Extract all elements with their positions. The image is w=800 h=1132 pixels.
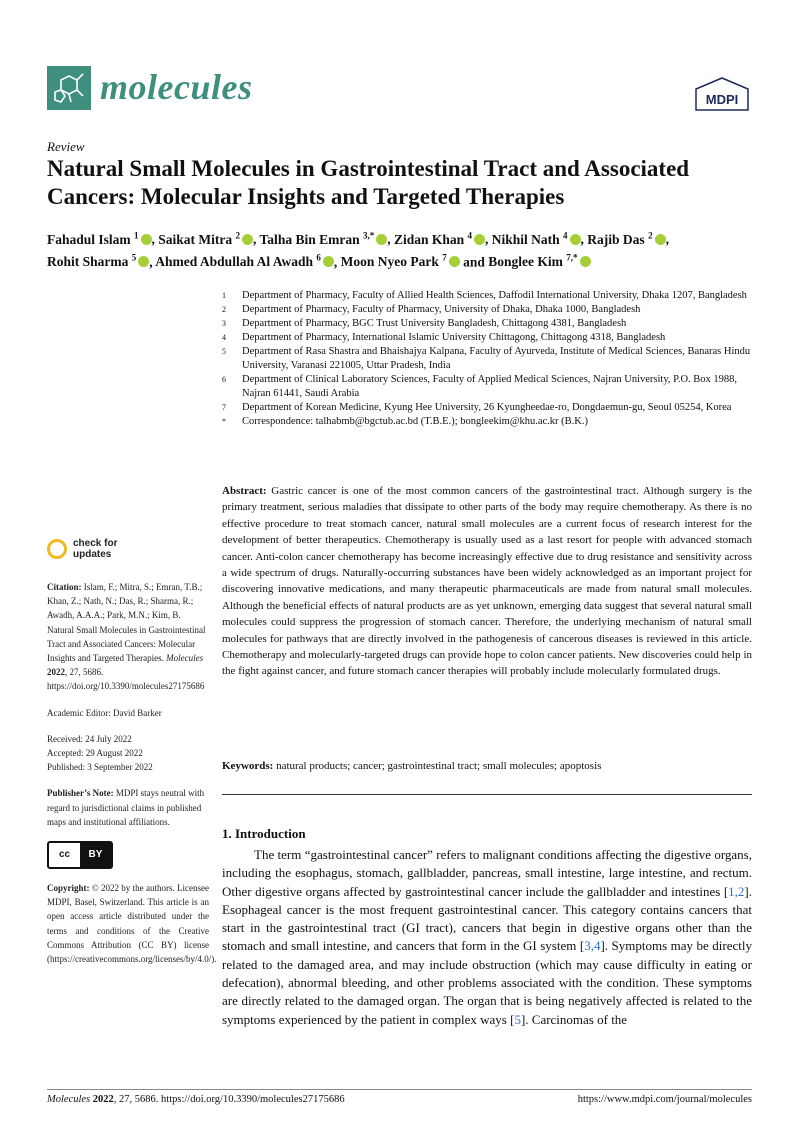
author: [394, 232, 485, 247]
affiliation-number: 7: [222, 403, 226, 412]
keywords-label: Keywords:: [222, 760, 274, 772]
abstract-label: Abstract:: [222, 485, 267, 497]
intro-text-b: ]. Esophageal cancer is the most frequent gastrointestinal cancer. This category contains cancers that start in the gastrointestinal tract (GI tract), cancers that begin in digestive organs other than the stomach and small intestine, and cancers that form in the GI system [: [222, 883, 752, 954]
affiliation-number: 5: [222, 347, 226, 356]
footer-doi[interactable]: , 27, 5686. https://doi.org/10.3390/molecules27175686: [113, 1094, 345, 1105]
orcid-icon[interactable]: [449, 256, 460, 267]
author-list: Fahadul Islam $^1$ , Saikat Mitra $^2$ , Talha Bin Emran $^{3,*}$ , Zidan Khan $^4$ , Nikhil Nath $^4$ , Rajib Das $^2$ , Rohit Sharma $^5$ , Ahmed Abdullah Al Awadh $^6$ , Moon Nyeo Park $^7$ and Bonglee Kim $^{7,*}$: [47, 230, 669, 269]
affiliation: [222, 331, 762, 345]
affiliation-number: 3: [222, 319, 226, 328]
abstract-text: Gastric cancer is one of the most common cancers of the gastrointestinal tract. Although surgery is the primary treatment, serious maladies that dissipate to other parts of the body may require chemotherapy. As there is no effective procedure to treat stomach cancer, natural small molecules are a current focus of research interest for the development of better therapeutics. Chemotherapy is usually used as a last resort for people with advanced stomach cancer. Anti-colon cancer chemotherapy has become increasingly effective due to drug resistance and sensitivity across a wide spectrum of drugs. Naturally-occurring substances have been widely acknowledged as an important project for discovering innovative medications, and many therapeutic pharmaceuticals are made from natural small molecules. Although the beneficial effects of natural products are as yet unknown, emerging data suggest that several natural small molecules could suppress the progression of stomach cancer. Therefore, the underlying mechanism of natural small molecules for pathways that are directly involved in the pathogenesis of cancerous diseases is reviewed in this article. Chemotherapy and molecularly-targeted drugs can provide hope to colon cancer patients. New discoveries could help in the fight against cancer, and future stomach cancer therapies will probably include molecularly formulated drugs.: [222, 485, 752, 678]
footer-url[interactable]: https://www.mdpi.com/journal/molecules: [577, 1094, 752, 1105]
affiliation: [222, 303, 762, 317]
affiliation-number: 1: [222, 291, 226, 300]
author-affiliation-number: 2: [235, 230, 241, 240]
author-name: Moon Nyeo Park: [340, 254, 439, 269]
affiliation: [222, 289, 762, 303]
footer-year: 2022: [92, 1094, 114, 1105]
orcid-icon[interactable]: [141, 234, 152, 245]
affiliation-text: Correspondence: talhabmb@bgctub.ac.bd (T.B.E.); bongleekim@khu.ac.kr (B.K.): [242, 416, 589, 427]
check-for-updates-button[interactable]: [47, 538, 209, 560]
author-name: Talha Bin Emran: [259, 231, 360, 247]
orcid-icon[interactable]: [580, 256, 591, 267]
affiliation-text: Department of Pharmacy, Faculty of Allied Health Sciences, Daffodil International University, Dhaka 1207, Bangladesh: [242, 290, 747, 301]
journal-logo-icon: [47, 66, 91, 110]
introduction-body: [222, 846, 752, 1029]
affiliation-text: Department of Pharmacy, Faculty of Pharmacy, University of Dhaka, Dhaka 1000, Bangladesh: [242, 304, 641, 315]
note-label: Publisher’s Note:: [47, 788, 114, 799]
publisher-note: [47, 786, 209, 829]
author-name: Nikhil Nath: [491, 231, 560, 247]
cc-icon: cc: [58, 848, 71, 860]
author-affiliation-number: 1: [134, 230, 139, 240]
section-heading: 1. Introduction: [222, 826, 306, 841]
author: [158, 232, 253, 247]
citation-label: Citation:: [47, 582, 82, 592]
article-type: Review: [47, 139, 85, 154]
orcid-icon[interactable]: [242, 234, 253, 245]
affiliation-text: Department of Rasa Shastra and Bhaishajya Kalpana, Faculty of Ayurveda, Institute of Medical Sciences, Banaras Hindu University, Varanasi 221005, Uttar Pradesh, India: [242, 346, 751, 371]
abstract: [222, 483, 752, 680]
author: [492, 232, 581, 247]
author-name: Rajib Das: [587, 231, 645, 247]
author-affiliation-number: 5: [131, 252, 137, 263]
publisher-name: MDPI: [705, 92, 739, 107]
keywords-text: natural products; cancer; gastrointestinal tract; small molecules; apoptosis: [276, 760, 602, 772]
article-title: Natural Small Molecules in Gastrointestinal Tract and Associated Cancers: Molecular Insights and Targeted Therapies: [47, 156, 690, 209]
accepted-date: Accepted: 29 August 2022: [47, 748, 143, 759]
dates: [47, 732, 209, 775]
orcid-icon[interactable]: [655, 234, 666, 245]
affiliation: [222, 373, 762, 401]
cc-by-license-icon[interactable]: [47, 841, 113, 869]
affiliation-number: 6: [222, 375, 226, 384]
author: [47, 254, 149, 269]
orcid-icon[interactable]: [376, 234, 387, 245]
citation-rest[interactable]: , 27, 5686. https://doi.org/10.3390/molecules27175686: [47, 667, 205, 692]
author-name: Zidan Khan: [393, 231, 465, 247]
intro-text-d: ]. Carcinomas of the: [520, 1011, 628, 1027]
intro-paragraph: [222, 846, 752, 1029]
citation-journal: Molecules: [166, 653, 204, 664]
divider: [222, 794, 752, 795]
author-affiliation-number: 4: [563, 230, 568, 240]
affiliation: [222, 345, 762, 373]
affiliation-text: Department of Pharmacy, BGC Trust University Bangladesh, Chittagong 4381, Bangladesh: [242, 318, 627, 329]
affiliation-text: Department of Korean Medicine, Kyung Hee University, 26 Kyungheedae-ro, Dongdaemun-gu, Seoul 05254, Korea: [242, 402, 732, 413]
author-name: Rohit Sharma: [47, 254, 129, 269]
check-updates-icon: [47, 539, 67, 559]
journal-name: molecules: [100, 67, 253, 107]
author-affiliation-number: 2: [648, 230, 653, 240]
orcid-icon[interactable]: [570, 234, 581, 245]
footer-citation: [47, 1094, 345, 1105]
affiliation-text: Department of Pharmacy, International Islamic University Chittagong, Chittagong 4318, Bangladesh: [242, 332, 666, 343]
author: [155, 254, 334, 269]
intro-text-a: The term “gastrointestinal cancer” refers to malignant conditions affecting the digestive organs, including the esophagus, stomach, gallbladder, pancreas, small intestine, large intestine, and rectum. Other digestive organs affected by gastrointestinal cancer include the gallbladder and intestines [: [222, 847, 752, 899]
affiliation-number: 2: [222, 305, 226, 314]
copyright: [47, 881, 217, 966]
citation-link[interactable]: 3,4: [584, 938, 601, 954]
affiliations: [222, 289, 762, 429]
by-icon: BY: [80, 843, 111, 867]
author: [47, 232, 152, 247]
citation-link[interactable]: 1,2: [728, 883, 745, 899]
author-affiliation-number: 3,*: [362, 230, 375, 240]
copyright-text: © 2022 by the authors. Licensee MDPI, Basel, Switzerland. This article is an open access article distributed under the terms and conditions of the Creative Commons Attribution (CC BY) license (https://creativecommons.org/licenses/by/4.0/).: [47, 883, 217, 965]
academic-editor: Academic Editor: David Barker: [47, 707, 162, 718]
author-name: Ahmed Abdullah Al Awadh: [155, 254, 313, 269]
citation: [47, 580, 209, 694]
orcid-icon[interactable]: [474, 234, 485, 245]
affiliation-text: Department of Clinical Laboratory Sciences, Faculty of Applied Medical Sciences, Najran University, P.O. Box 1988, Najran 61441, Saudi Arabia: [242, 374, 738, 399]
check-line2: updates: [73, 549, 112, 560]
author-name: Fahadul Islam: [47, 231, 131, 247]
citation-year: 2022: [47, 667, 65, 678]
citation-text: Islam, F.; Mitra, S.; Emran, T.B.; Khan, Z.; Nath, N.; Das, R.; Sharma, R.; Awadh, A.A.A.; Park, M.N.; Kim, B. Natural Small Molecules in Gastrointestinal Tract and Associated Cancers: Molecular Insights and Targeted Therapies.: [47, 582, 206, 664]
author: [488, 254, 590, 269]
author: [587, 232, 665, 247]
footer-journal: Molecules: [47, 1094, 91, 1105]
footer-divider: [47, 1089, 752, 1090]
sidebar: [47, 538, 217, 966]
copyright-label: Copyright:: [47, 883, 90, 894]
author-name: Saikat Mitra: [158, 231, 233, 247]
author-name: Bonglee Kim: [488, 254, 563, 269]
affiliation: [222, 317, 762, 331]
check-line1: check for: [73, 538, 118, 549]
keywords: [222, 760, 752, 772]
intro-text-c: ]. Symptoms may be directly related to the damaged area, and may include obstruction (which may cause difficulty in eating or defecation), abnormal bleeding, and other problems associated with the condition. These symptoms are directly related to the damaged organ. The organ that is being negatively affected is related to the symptoms experienced by the patient in complex ways [: [222, 938, 752, 1027]
affiliation-number: 4: [222, 333, 226, 342]
affiliation-number: *: [222, 417, 226, 426]
citation-link[interactable]: 5: [514, 1011, 521, 1027]
affiliation: [222, 401, 762, 415]
orcid-icon[interactable]: [138, 256, 149, 267]
note-text: MDPI stays neutral with regard to jurisdictional claims in published maps and institutional affiliations.: [47, 788, 205, 827]
mdpi-logo-icon[interactable]: [694, 77, 750, 111]
author-affiliation-number: 4: [467, 230, 473, 240]
author: [341, 254, 460, 269]
orcid-icon[interactable]: [323, 256, 334, 267]
affiliation: [222, 415, 762, 429]
author-affiliation-number: 7: [442, 252, 447, 263]
published-date: Published: 3 September 2022: [47, 762, 153, 773]
author-affiliation-number: 6: [316, 252, 321, 263]
author: [260, 232, 388, 247]
author-affiliation-number: 7,*: [566, 252, 578, 263]
received-date: Received: 24 July 2022: [47, 733, 132, 744]
